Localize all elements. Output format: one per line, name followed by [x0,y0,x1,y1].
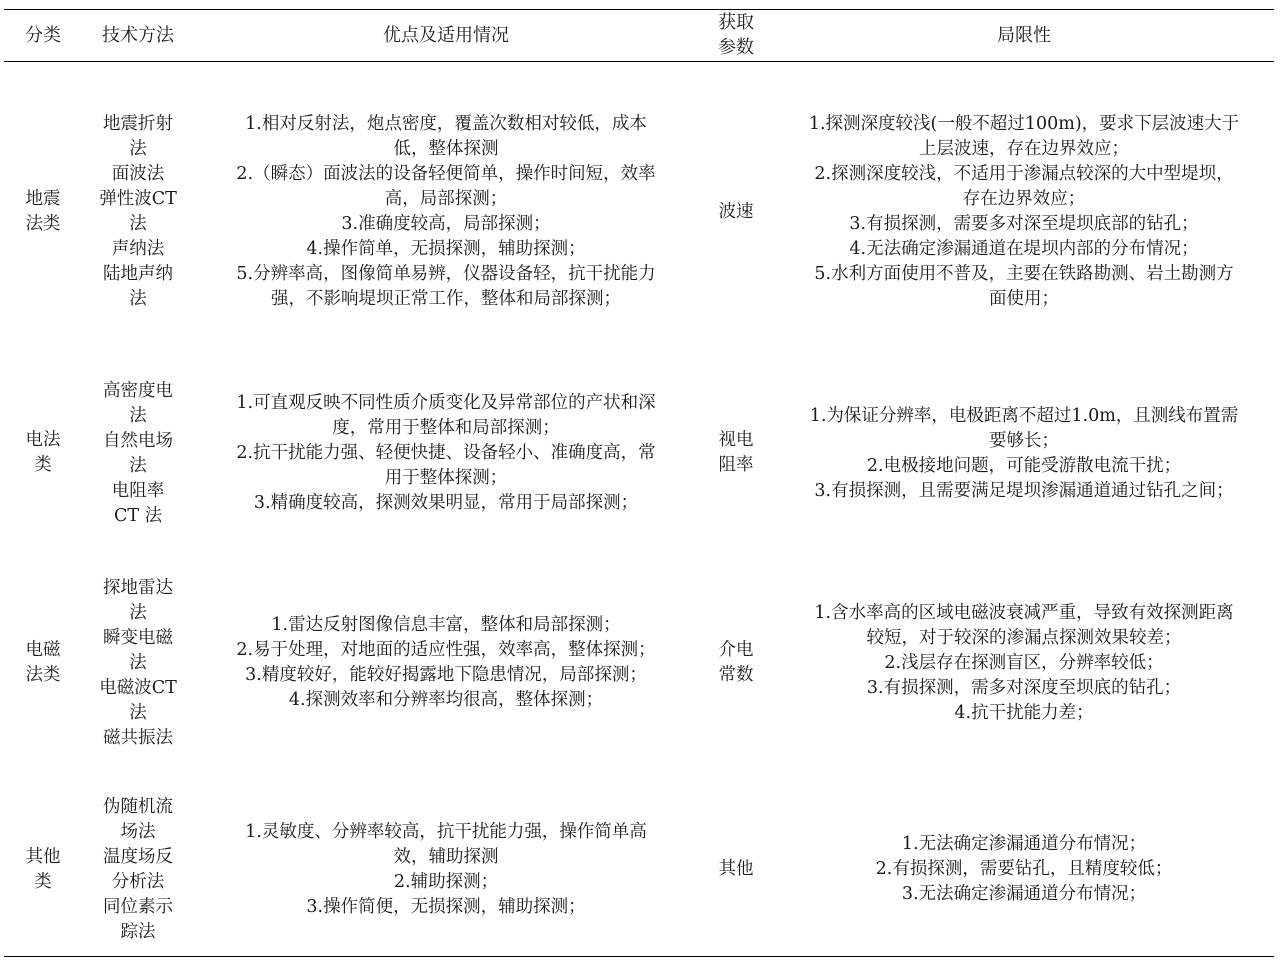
method-line: 陆地声纳 [103,264,173,284]
limitation-line: 存在边界效应； [962,189,1086,209]
method-line: 法 [129,456,147,476]
limitation-line: 较短，对于较深的渗漏点探测效果较差； [866,628,1182,648]
advantage-line: 4.操作简单，无损探测，辅助探测； [306,239,586,259]
limitation-line: 面使用； [989,289,1059,309]
table-top-rule [4,9,1274,10]
method-line: 同位素示 [103,897,173,917]
advantage-line: 高，局部探测； [384,189,508,209]
table-bottom-rule [4,956,1274,957]
method-line: 法 [129,139,147,159]
category-line: 其他 [25,847,61,867]
method-line: 弹性波CT [99,189,177,209]
advantage-line: 2.（瞬态）面波法的设备轻便简单，操作时间短，效率 [236,164,656,184]
advantage-line: 4.探测效率和分辨率均很高，整体探测； [288,690,604,710]
row-seismic-parameter [696,200,776,225]
method-line: 地震折射 [103,114,173,134]
row-seismic-limitations [782,112,1266,312]
method-line: 高密度电 [103,381,173,401]
method-line: 声纳法 [111,239,165,259]
advantage-line: 用于整体探测； [384,468,508,488]
method-line: 法 [129,653,147,673]
method-line: 法 [129,214,147,234]
row-electrical-advantages [200,391,692,516]
row-electrical-methods [82,379,194,529]
category-line: 电磁 [25,640,61,660]
method-line: 场法 [120,822,156,842]
limitation-line: 1.探测深度较浅(一般不超过100m)，要求下层波速大于 [808,114,1240,134]
limitation-line: 1.为保证分辨率，电极距离不超过1.0m，且测线布置需 [809,406,1239,426]
limitation-line: 上层波速，存在边界效应； [919,139,1129,159]
row-seismic-category [4,187,82,237]
limitation-line: 3.无法确定渗漏通道分布情况； [901,884,1147,904]
row-seismic-advantages [200,112,692,312]
category-line: 类 [34,455,52,475]
method-line: 探地雷达 [103,578,173,598]
limitation-line: 1.无法确定渗漏通道分布情况； [901,834,1147,854]
method-line: 法 [129,406,147,426]
advantage-line: 效，辅助探测 [393,847,499,867]
limitation-line: 3.有损探测，需多对深度至坝底的钻孔； [866,678,1182,698]
parameter-line: 其他 [718,859,754,879]
limitation-line: 2.探测深度较浅，不适用于渗漏点较深的大中型堤坝， [814,164,1234,184]
category-line: 电法 [25,430,61,450]
advantage-line: 1.灵敏度、分辨率较高，抗干扰能力强，操作简单高 [245,822,647,842]
limitation-line: 要够长； [989,431,1059,451]
row-electromagnetic-methods [82,576,194,751]
method-line: 法 [129,603,147,623]
header-parameter-line: 获取 [718,12,754,33]
advantage-line: 1.相对反射法，炮点密度，覆盖次数相对较低，成本 [245,114,647,134]
limitation-line: 5.水利方面使用不普及，主要在铁路勘测、岩土勘测方 [814,264,1234,284]
category-line: 法类 [25,665,61,685]
header-method: 技术方法 [102,25,174,46]
limitation-line: 1.含水率高的区域电磁波衰减严重，导致有效探测距离 [814,603,1234,623]
parameter-line: 常数 [718,665,754,685]
method-line: 电阻率 [111,481,165,501]
limitation-line: 2.有损探测，需要钻孔，且精度较低； [875,859,1173,879]
advantage-line: 5.分辨率高，图像简单易辨，仪器设备轻，抗干扰能力 [236,264,656,284]
limitation-line: 2.浅层存在探测盲区，分辨率较低； [884,653,1164,673]
table-header-rule [4,61,1274,62]
advantage-line: 2.辅助探测； [393,872,499,892]
advantage-line: 度，常用于整体和局部探测； [332,418,560,438]
advantage-line: 1.可直观反映不同性质介质变化及异常部位的产状和深 [236,393,656,413]
limitation-line: 4.无法确定渗漏通道在堤坝内部的分布情况； [849,239,1199,259]
limitation-line: 4.抗干扰能力差； [954,703,1094,723]
advantage-line: 2.易于处理，对地面的适应性强，效率高，整体探测； [236,640,656,660]
advantage-line: 2.抗干扰能力强、轻便快捷、设备轻小、准确度高，常 [236,443,656,463]
method-line: 瞬变电磁 [103,628,173,648]
method-line: 面波法 [111,164,165,184]
method-line: 自然电场 [103,431,173,451]
category-line: 类 [34,872,52,892]
row-electrical-parameter [696,428,776,478]
row-seismic-methods [82,112,194,312]
method-line: CT 法 [113,506,163,526]
advantage-line: 强，不影响堤坝正常工作，整体和局部探测； [271,289,621,309]
row-other-methods [82,795,194,945]
row-electromagnetic-category [4,638,82,688]
row-other-limitations [782,832,1266,907]
row-other-parameter [696,857,776,882]
advantage-line: 低，整体探测 [393,139,499,159]
row-other-category [4,845,82,895]
advantage-line: 1.雷达反射图像信息丰富，整体和局部探测； [271,615,621,635]
method-line: 伪随机流 [103,797,173,817]
category-line: 法类 [25,214,61,234]
row-electromagnetic-limitations [782,601,1266,726]
method-line: 温度场反 [103,847,173,867]
advantage-line: 3.精确度较高，探测效果明显，常用于局部探测； [253,493,639,513]
row-electrical-limitations [782,404,1266,504]
header-advantages: 优点及适用情况 [383,25,509,46]
parameter-line: 波速 [718,202,754,222]
limitation-line: 3.有损探测，需要多对深至堤坝底部的钻孔； [849,214,1199,234]
header-limitations: 局限性 [997,25,1051,46]
method-line: 电磁波CT [99,678,177,698]
method-line: 分析法 [111,872,165,892]
header-parameter-line: 参数 [718,37,754,58]
header-parameter [696,10,776,60]
row-electromagnetic-advantages [200,613,692,713]
parameter-line: 阻率 [718,455,754,475]
advantage-line: 3.操作简便，无损探测，辅助探测； [306,897,586,917]
parameter-line: 视电 [718,430,754,450]
advantage-line: 3.精度较好，能较好揭露地下隐患情况，局部探测； [245,665,647,685]
category-line: 地震 [25,189,61,209]
parameter-line: 介电 [718,640,754,660]
limitation-line: 2.电极接地问题，可能受游散电流干扰； [866,456,1182,476]
method-line: 法 [129,703,147,723]
row-other-advantages [200,820,692,920]
header-category: 分类 [25,25,61,46]
method-line: 法 [129,289,147,309]
limitation-line: 3.有损探测，且需要满足堤坝渗漏通道通过钻孔之间； [814,481,1234,501]
advantage-line: 3.准确度较高，局部探测； [341,214,551,234]
row-electromagnetic-parameter [696,638,776,688]
method-line: 踪法 [120,922,156,942]
method-line: 磁共振法 [103,728,173,748]
row-electrical-category [4,428,82,478]
